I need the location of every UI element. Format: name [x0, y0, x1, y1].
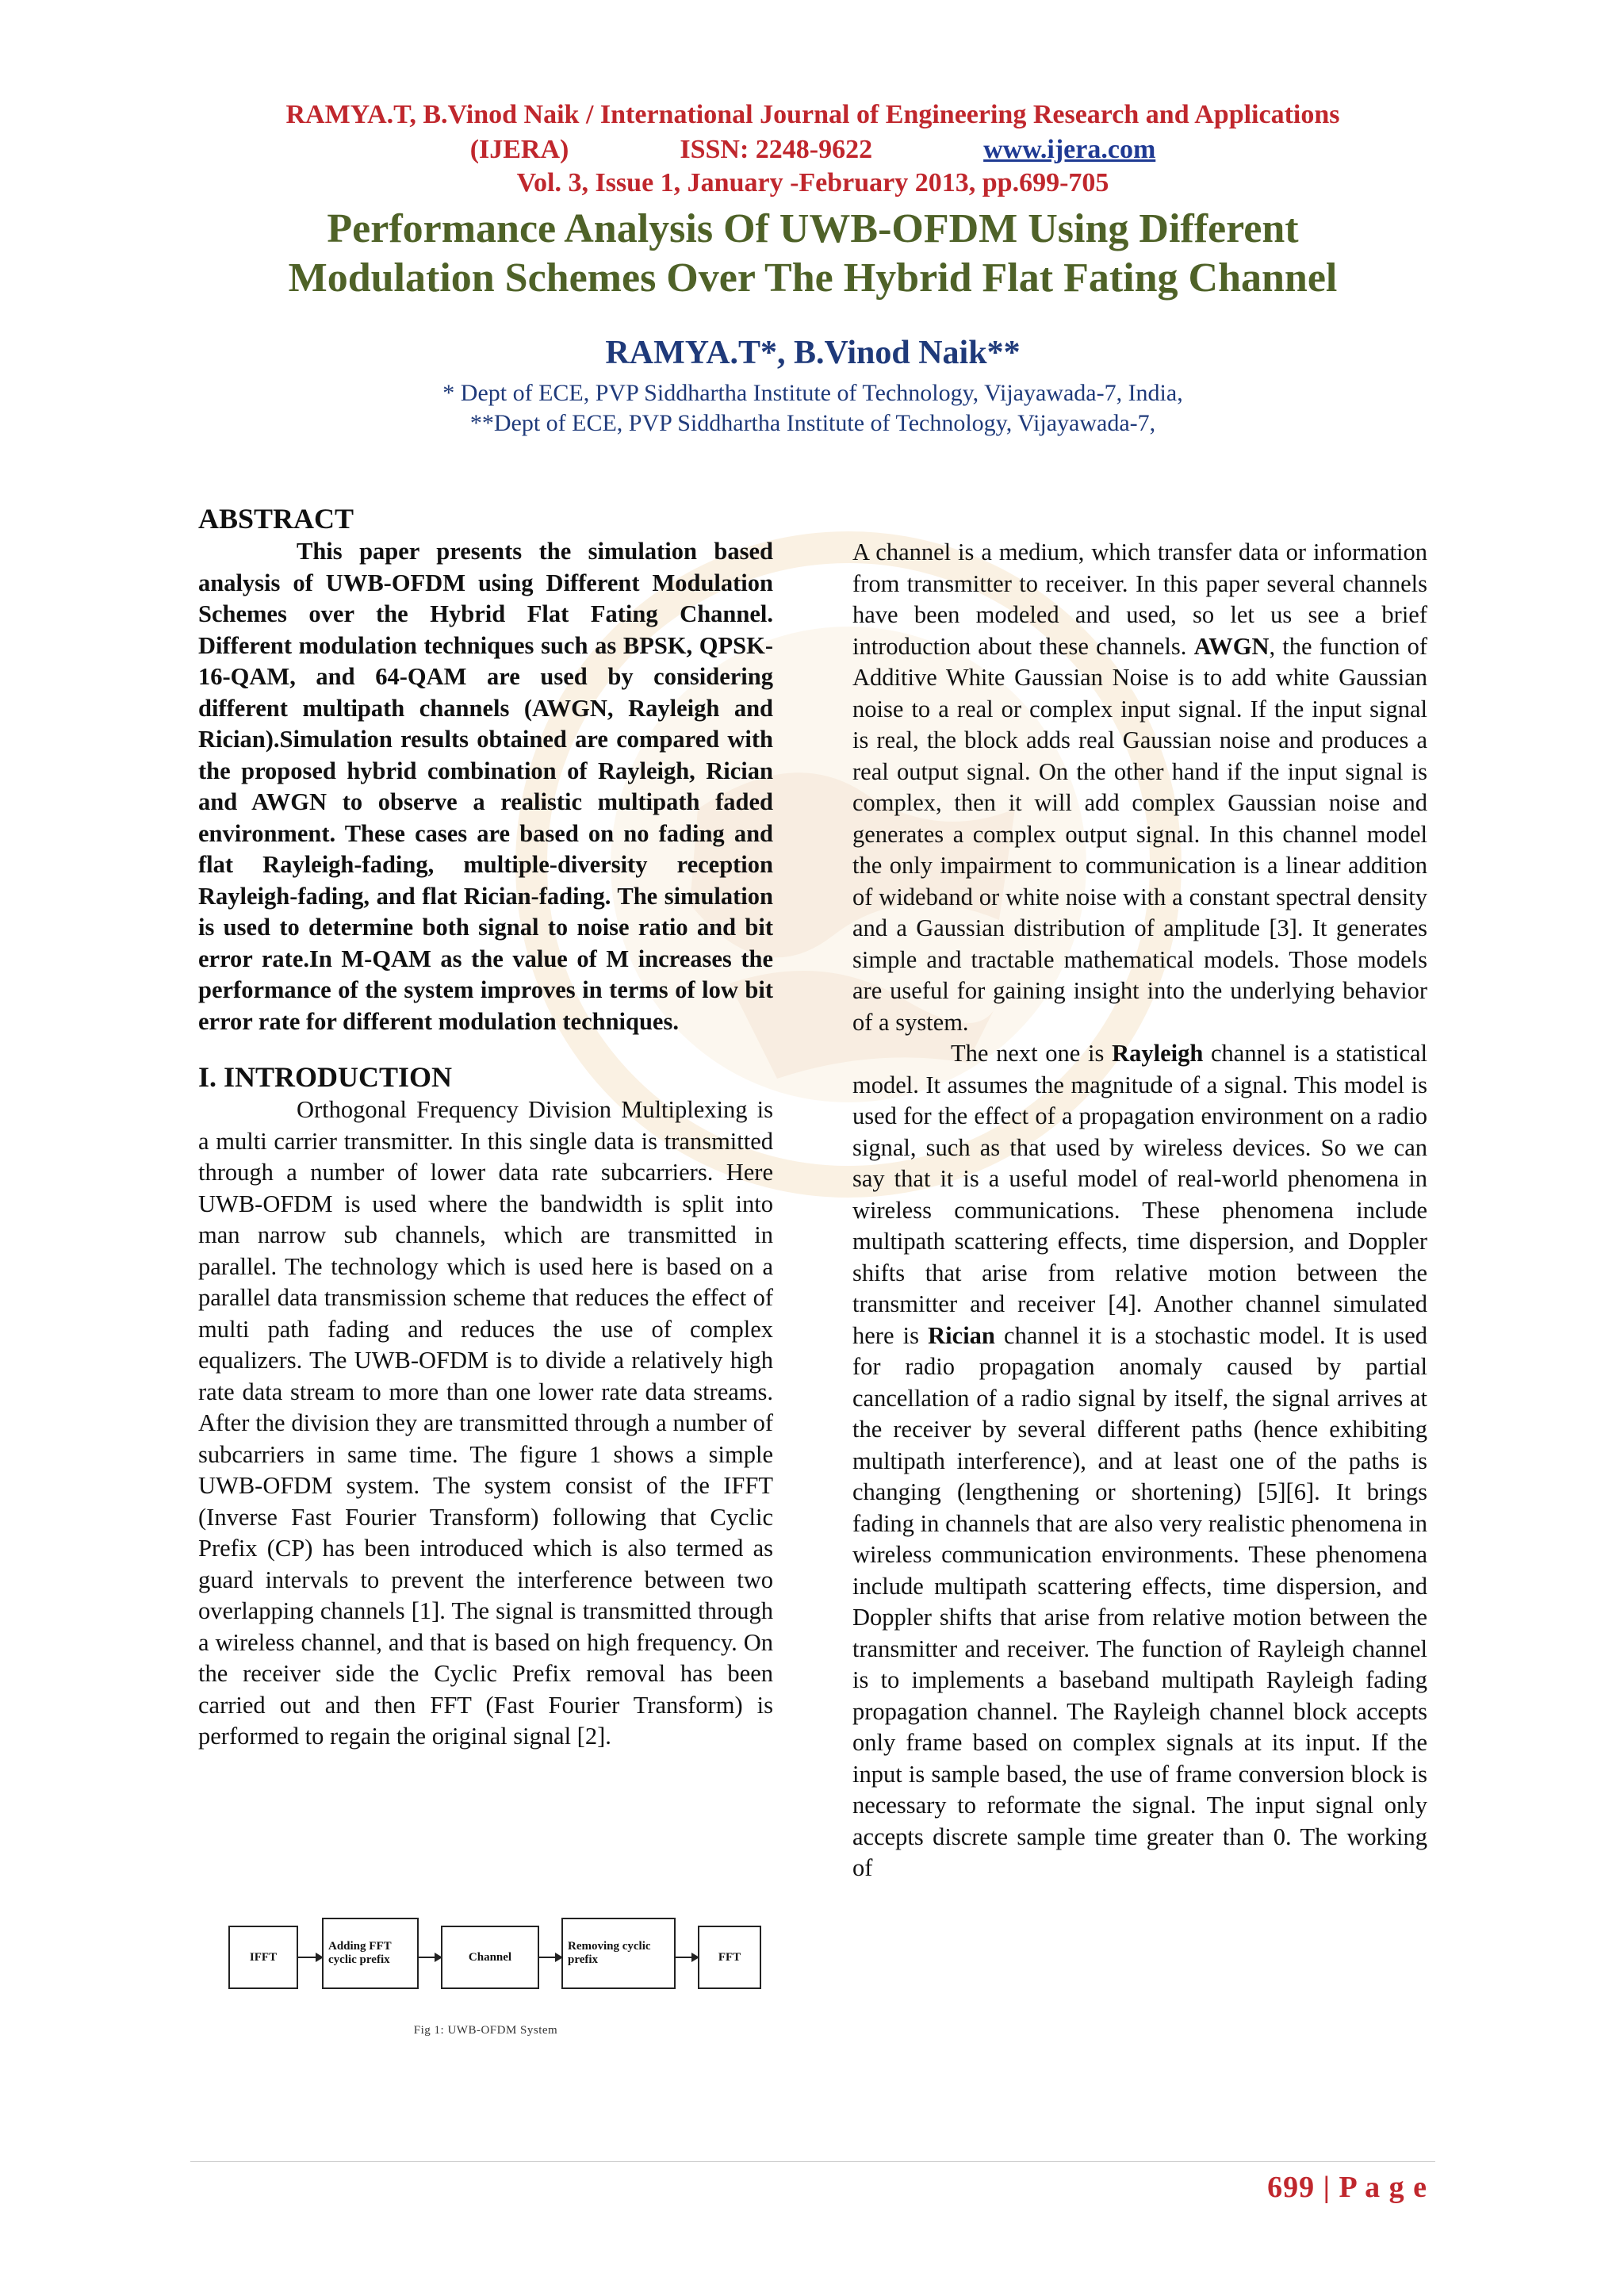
text-run: channel is a statistical model. It assumes the magnitude of a signal. This model is used for the effect of a propagation environment on a radio signal, such as that used by wireless devices. So we can say that it is a useful model of real-world phenomena in wireless communications. These phenomena include multipath scattering effects, time dispersion, and Doppler shifts that arise from relative motion between the transmitter and receiver [4]. Another channel simulated here is	[852, 1040, 1427, 1349]
paper-authors: RAMYA.T*, B.Vinod Naik**	[605, 335, 1021, 371]
text-run: , the function of Additive White Gaussian Noise is to add white Gaussian noise to a real or complex input signal. If the input signal is real, the block adds real Gaussian noise and produces a real output signal. On the other hand if the input signal is complex, then it will add complex Gaussian noise and generates a complex output signal. In this channel model the only impairment to communication is a linear addition of wideband or white noise with a constant spectral density and a Gaussian distribution of amplitude [3]. It generates simple and tractable mathematical models. Those models are useful for gaining insight into the underlying behavior of a system.	[852, 632, 1427, 1036]
block-adding-cyclic-prefix: Adding FFT cyclic prefix	[322, 1918, 419, 1989]
title-line-2: Modulation Schemes Over The Hybrid Flat Fating Channel	[288, 255, 1338, 301]
right-column	[852, 537, 1427, 1884]
page-number: 699 | P a g e	[1267, 2171, 1427, 2204]
introduction-heading: I. INTRODUCTION	[198, 1061, 453, 1093]
journal-volume-line: Vol. 3, Issue 1, January -February 2013, pp.699-705	[516, 168, 1109, 197]
block-ifft: IFFT	[228, 1926, 298, 1989]
figure-1-block-diagram	[198, 1918, 773, 2045]
rician-term: Rician	[928, 1321, 995, 1349]
rayleigh-rician-paragraph	[852, 1038, 1427, 1884]
arrow-2	[419, 1957, 441, 1958]
arrow-3	[539, 1957, 561, 1958]
rayleigh-term: Rayleigh	[1112, 1040, 1204, 1067]
title-line-1: Performance Analysis Of UWB-OFDM Using Different	[327, 206, 1299, 251]
block-removing-cyclic-prefix: Removing cyclic prefix	[561, 1918, 676, 1989]
abstract-heading: ABSTRACT	[198, 503, 354, 535]
journal-header-line2	[143, 133, 1483, 167]
block-channel: Channel	[441, 1926, 539, 1989]
issn: ISSN: 2248-9622	[680, 135, 873, 164]
paper-title	[119, 205, 1507, 303]
block-fft: FFT	[698, 1926, 761, 1989]
footer-divider	[190, 2161, 1435, 2162]
figure-1-caption: Fig 1: UWB-OFDM System	[413, 2024, 558, 2037]
left-column	[198, 501, 773, 1753]
text-run: The next one is	[951, 1040, 1113, 1067]
journal-header-line1: RAMYA.T, B.Vinod Naik / International Journal of Engineering Research and Applications	[285, 100, 1340, 129]
affiliation-1: * Dept of ECE, PVP Siddhartha Institute of Technology, Vijayawada-7, India,	[442, 380, 1183, 406]
arrow-1	[298, 1957, 322, 1958]
journal-website-link[interactable]: www.ijera.com	[983, 135, 1156, 164]
text-run: channel it is a stochastic model. It is used for radio propagation anomaly caused by partial cancellation of a radio signal by itself, the signal arrives at the receiver by several different paths (hence exhibiting multipath interference), and at least one of the paths is changing (lengthening or shortening) [5][6]. It brings fading in channels that are also very realistic phenomena in wireless communication environments. These phenomena include multipath scattering effects, time dispersion, and Doppler shifts that arise from relative motion between the transmitter and receiver. The function of Rayleigh channel is to implements a baseband multipath Rayleigh fading propagation channel. The Rayleigh channel block accepts only frame based on complex signals at its input. If the input is sample based, the use of frame conversion block is necessary to reformate the signal. The input signal only accepts discrete sample time greater than 0. The working of	[852, 1321, 1427, 1881]
channel-intro-paragraph	[852, 537, 1427, 1038]
text-run: A channel is a medium, which transfer data or information from transmitter to receiver. In this paper several channels have been modeled and used, so let us see a brief introduction about these channels.	[852, 539, 1427, 660]
affiliation-2: **Dept of ECE, PVP Siddhartha Institute of Technology, Vijayawada-7,	[469, 410, 1156, 436]
introduction-text: Orthogonal Frequency Division Multiplexing is a multi carrier transmitter. In this single data is transmitted through a number of lower data rate subcarriers. Here UWB-OFDM is used where the bandwidth is split into man narrow sub channels, which are transmitted in parallel. The technology which is used here is based on a parallel data transmission scheme that reduces the effect of multi path fading and reduces the use of complex equalizers. The UWB-OFDM is to divide a relatively high rate data stream to more than one lower rate data streams. After the division they are transmitted through a number of subcarriers in same time. The figure 1 shows a simple UWB-OFDM system. The system consist of the IFFT (Inverse Fast Fourier Transform) following that Cyclic Prefix (CP) has been introduced which is also termed as guard intervals to prevent the interference between two overlapping channels [1]. The signal is transmitted through a wireless channel, and that is based on high frequency. On the receiver side the Cyclic Prefix removal has been carried out and then FFT (Fast Fourier Transform) is performed to regain the original signal [2].	[198, 1096, 773, 1750]
awgn-term: AWGN	[1193, 632, 1270, 660]
arrow-4	[676, 1957, 698, 1958]
abstract-text: This paper presents the simulation based analysis of UWB-OFDM using Different Modulation Schemes over the Hybrid Flat Fating Channel. Different modulation techniques such as BPSK, QPSK-16-QAM, and 64-QAM are used by considering different multipath channels (AWGN, Rayleigh and Rician).Simulation results obtained are compared with the proposed hybrid combination of Rayleigh, Rician and AWGN to observe a realistic multipath faded environment. These cases are based on no fading and flat Rayleigh-fading, multiple-diversity reception Rayleigh-fading, and flat Rician-fading. The simulation is used to determine both signal to noise ratio and bit error rate.In M-QAM as the value of M increases the performance of the system improves in terms of low bit error rate for different modulation techniques.	[198, 538, 773, 1035]
journal-abbrev: (IJERA)	[469, 135, 569, 164]
